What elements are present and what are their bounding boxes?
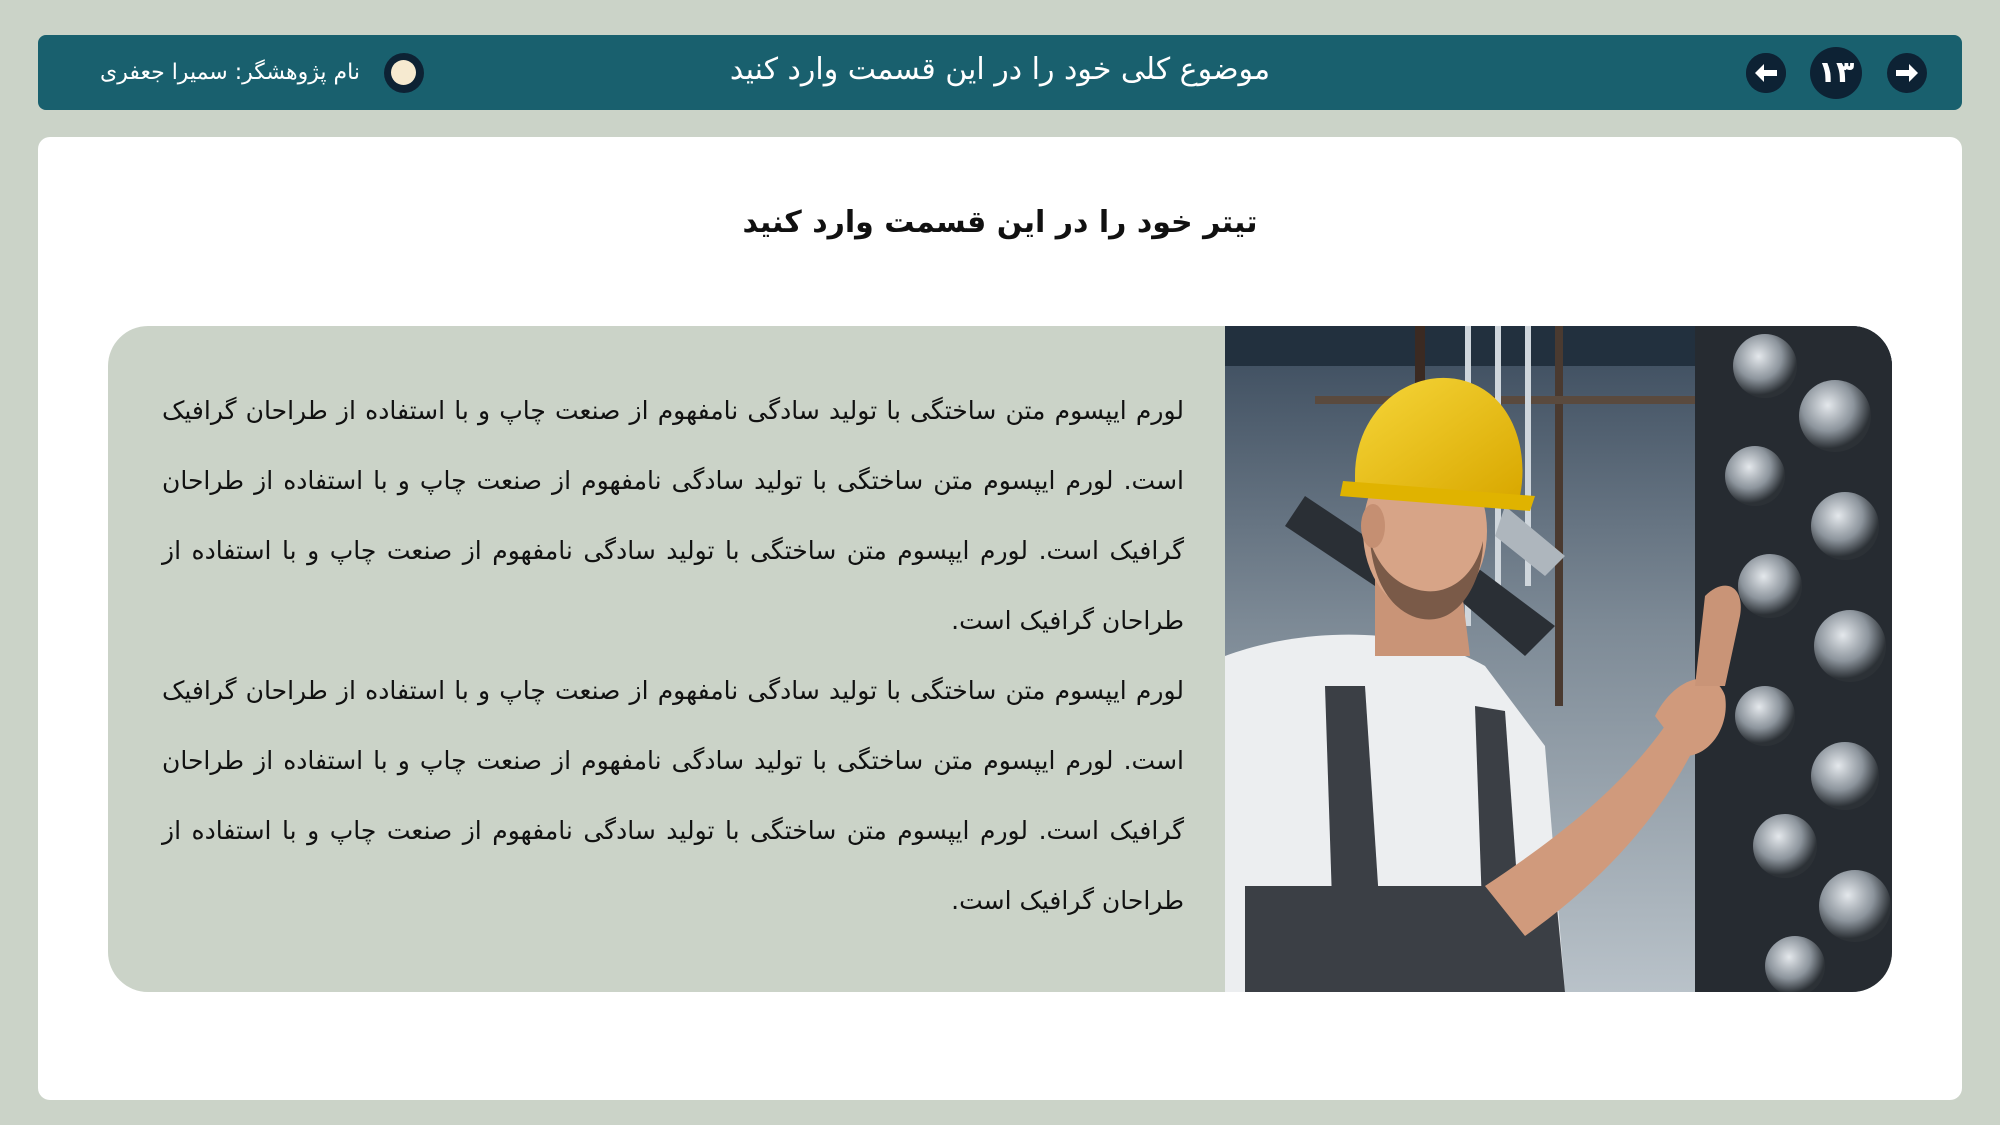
researcher-info bbox=[100, 35, 424, 110]
arrow-left-icon bbox=[1753, 63, 1779, 83]
researcher-name: نام پژوهشگر: سمیرا جعفری bbox=[100, 60, 360, 85]
header-bar bbox=[38, 35, 1962, 110]
paragraph: لورم ایپسوم متن ساختگی با تولید سادگی نامفهوم از صنعت چاپ و با استفاده از طراحان گرافیک است. لورم ایپسوم متن ساختگی با تولید سادگی نامفهوم از صنعت چاپ و با استفاده از طراحان گرافیک است. لورم ایپسوم متن ساختگی با تولید سادگی نامفهوم از صنعت چاپ و با استفاده از طراحان گرافیک است. bbox=[162, 396, 1184, 635]
worker-photo bbox=[1225, 326, 1892, 992]
slide-card bbox=[38, 137, 1962, 1100]
content-panel bbox=[108, 326, 1892, 992]
arrow-right-icon bbox=[1894, 63, 1920, 83]
body-text bbox=[162, 376, 1184, 936]
worker-photo-illustration bbox=[1225, 326, 1892, 992]
record-dot-icon bbox=[384, 53, 424, 93]
prev-slide-button[interactable] bbox=[1746, 53, 1786, 93]
next-slide-button[interactable] bbox=[1887, 53, 1927, 93]
header-title: موضوع کلی خود را در این قسمت وارد کنید bbox=[729, 52, 1271, 87]
paragraph: لورم ایپسوم متن ساختگی با تولید سادگی نامفهوم از صنعت چاپ و با استفاده از طراحان گرافیک است. لورم ایپسوم متن ساختگی با تولید سادگی نامفهوم از صنعت چاپ و با استفاده از طراحان گرافیک است. لورم ایپسوم متن ساختگی با تولید سادگی نامفهوم از صنعت چاپ و با استفاده از طراحان گرافیک است. bbox=[162, 676, 1184, 915]
slide-title: تیتر خود را در این قسمت وارد کنید bbox=[742, 205, 1258, 240]
page-number: ۱۳ bbox=[1810, 47, 1862, 99]
